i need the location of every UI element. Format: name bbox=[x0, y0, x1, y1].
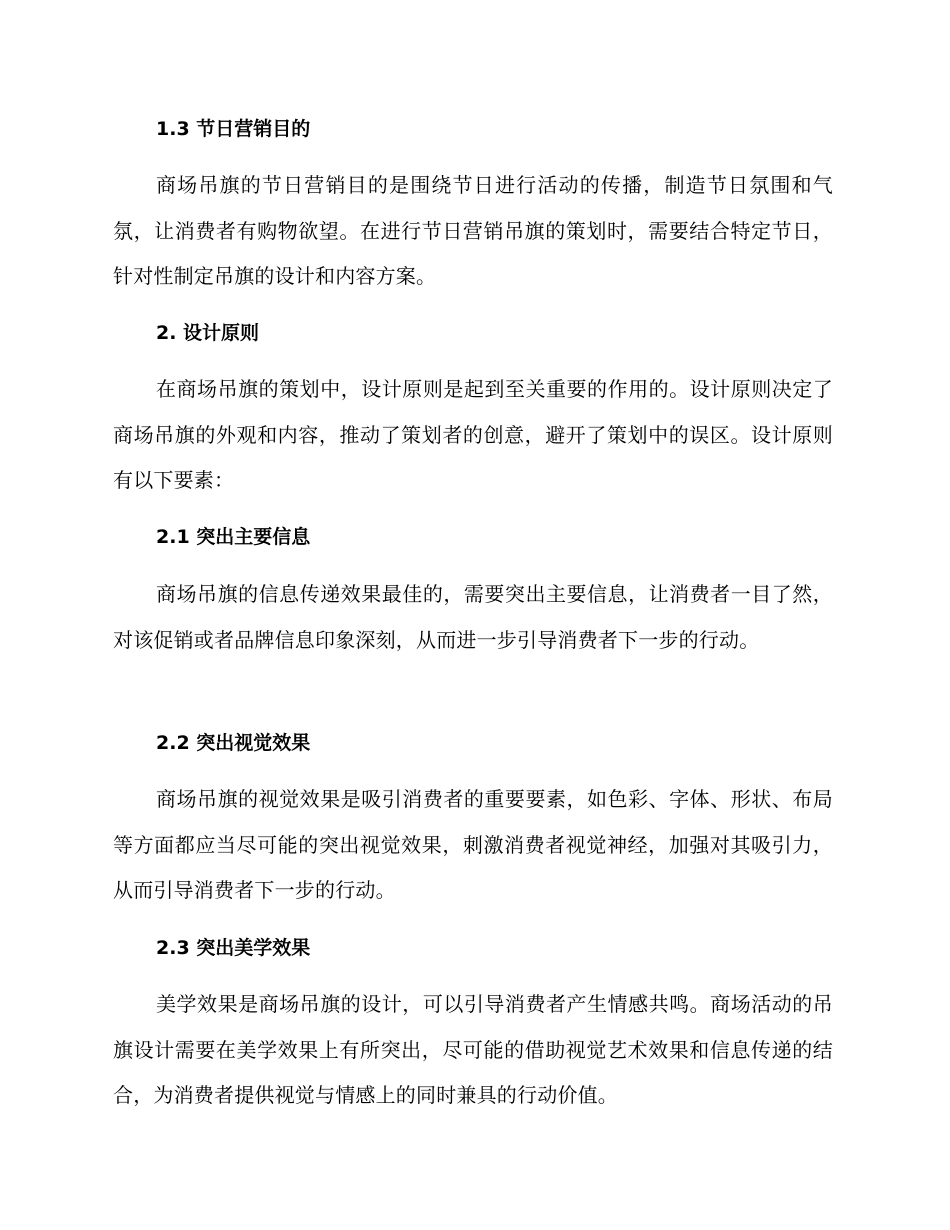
section-paragraph: 商场吊旗的节日营销目的是围绕节日进行活动的传播，制造节日氛围和气氛，让消费者有购物欲望。在进行节日营销吊旗的策划时，需要结合特定节日，针对性制定吊旗的设计和内容方案。 bbox=[113, 173, 833, 288]
section-heading: 1.3 节日营销目的 bbox=[156, 118, 311, 140]
section-paragraph: 美学效果是商场吊旗的设计，可以引导消费者产生情感共鸣。商场活动的吊旗设计需要在美学效果上有所突出，尽可能的借助视觉艺术效果和信息传递的结合，为消费者提供视觉与情感上的同时兼具的行动价值。 bbox=[113, 992, 833, 1107]
section-paragraph: 商场吊旗的视觉效果是吸引消费者的重要要素，如色彩、字体、形状、布局等方面都应当尽可能的突出视觉效果，刺激消费者视觉神经，加强对其吸引力，从而引导消费者下一步的行动。 bbox=[113, 787, 833, 902]
section-heading: 2.3 突出美学效果 bbox=[156, 937, 311, 959]
section-paragraph: 商场吊旗的信息传递效果最佳的，需要突出主要信息，让消费者一目了然，对该促销或者品牌信息印象深刻，从而进一步引导消费者下一步的行动。 bbox=[113, 582, 833, 652]
section-heading: 2. 设计原则 bbox=[156, 322, 260, 344]
section-heading: 2.2 突出视觉效果 bbox=[156, 732, 311, 754]
section-paragraph: 在商场吊旗的策划中，设计原则是起到至关重要的作用的。设计原则决定了商场吊旗的外观和内容，推动了策划者的创意，避开了策划中的误区。设计原则有以下要素： bbox=[113, 377, 833, 492]
section-heading: 2.1 突出主要信息 bbox=[156, 526, 311, 548]
